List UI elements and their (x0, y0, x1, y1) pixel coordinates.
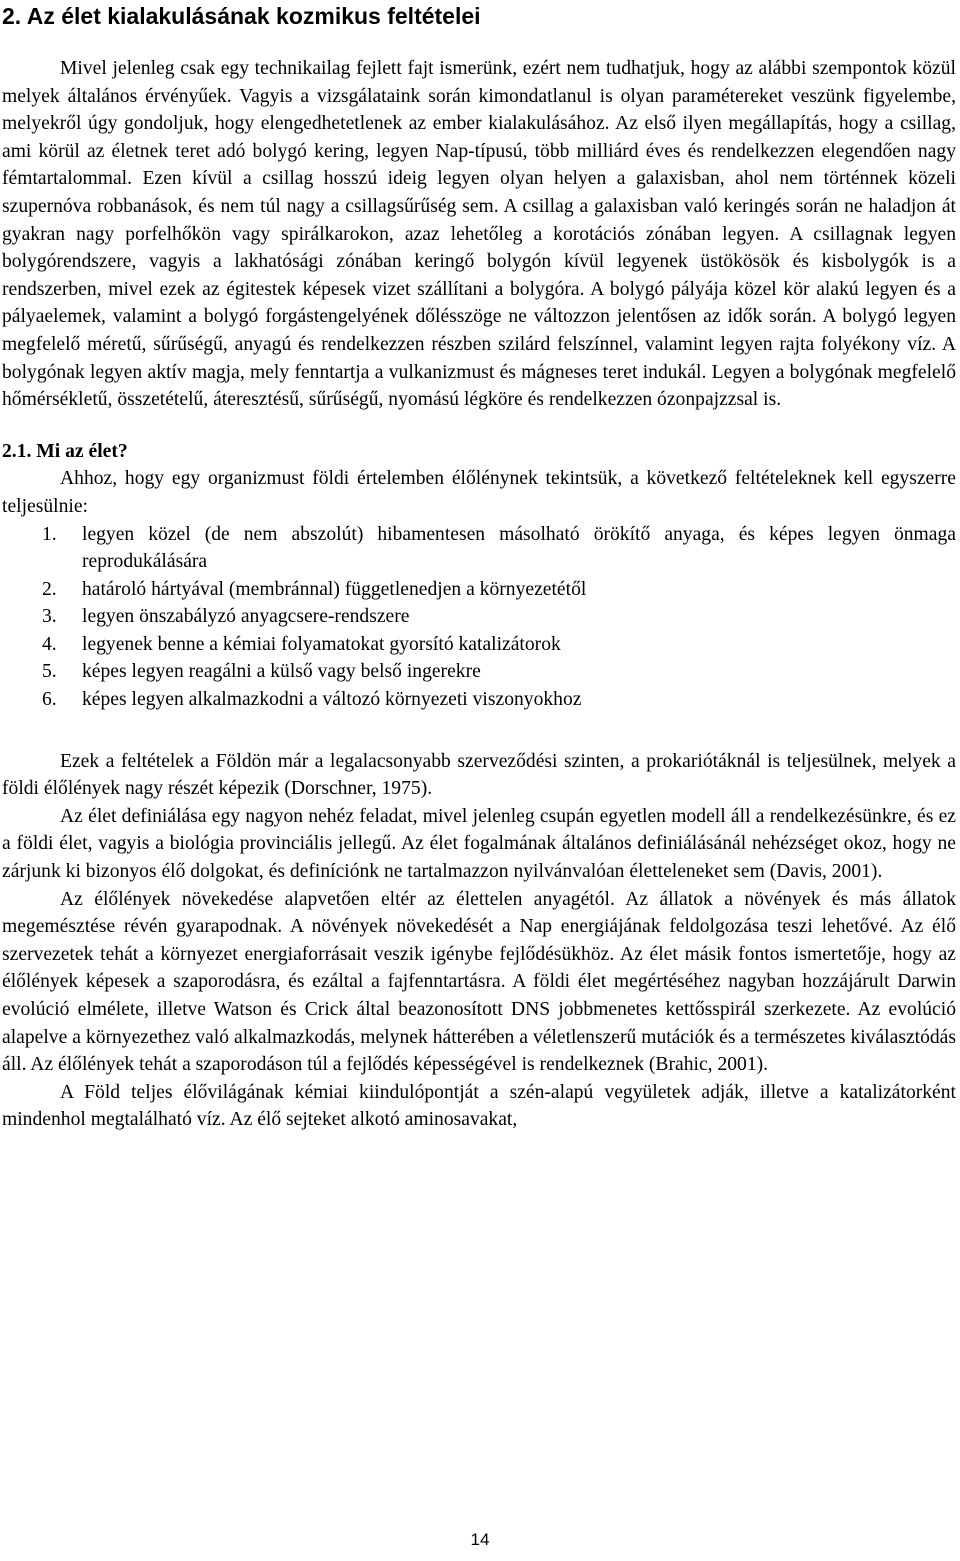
list-text: legyen önszabályzó anyagcsere-rendszere (82, 606, 410, 628)
list-number: 5. (42, 661, 57, 683)
subsection-heading: 2.1. Mi az élet? (2, 440, 128, 462)
list-number: 3. (42, 606, 57, 628)
list-text: legyenek benne a kémiai folyamatokat gyorsító katalizátorok (82, 633, 561, 655)
body-paragraph: Az élet definiálása egy nagyon nehéz feladat, mivel jelenleg csupán egyetlen modell áll a rendelkezésünkre, és ez a földi élet, vagyis a biológia provinciális jellegű. Az élet fogalmának általános definiálásánál nehézséget okoz, hogy ne zárjunk ki bizonyos élő dolgokat, és definíciónk ne tartalmazzon nyilvánvalóan életteleneket sem (Davis, 2001). (2, 805, 956, 883)
list-text: képes legyen alkalmazkodni a változó környezeti viszonyokhoz (82, 689, 582, 711)
body-paragraph: A Föld teljes élővilágának kémiai kiindulópontját a szén-alapú vegyületek adják, illetve a katalizátorként mindenhol megtalálható víz. Az élő sejteket alkotó aminosavakat, (2, 1081, 956, 1131)
body-paragraph: Az élőlények növekedése alapvetően eltér az élettelen anyagétól. Az állatok a növények és más állatok megemésztése révén gyarapodnak. A növények növekedését a Nap energiájának feldolgozása teszi lehetővé. Az élő szervezetek tehát a környezet energiaforrásait veszik igénybe fejlődésükhöz. Az élet másik fontos ismertetője, hogy az élőlények képesek a szaporodásra, és ezáltal a fajfenntartásra. A földi élet megértéséhez nagyban hozzájárult Darwin evolúció elmélete, illetve Watson és Crick által beazonosított DNS jobbmenetes kettősspirál szerkezete. Az evolúció alapelve a környezethez való alkalmazkodás, melynek hátterében a véletlenszerű mutációk és a természetes kiválasztódás áll. Az élőlények tehát a szaporodáson túl a fejlődés képességével is rendelkeznek (Brahic, 2001). (2, 888, 956, 1076)
list-item (2, 631, 956, 659)
list-text: képes legyen reagálni a külső vagy belső ingerekre (82, 661, 481, 683)
list-item (2, 576, 956, 604)
list-text: határoló hártyával (membránnal) függetlenedjen a környezetétől (82, 578, 587, 600)
list-number: 4. (42, 633, 57, 655)
list-item (2, 658, 956, 686)
list-number: 1. (42, 523, 57, 545)
section-heading: 2. Az élet kialakulásának kozmikus feltételei (2, 3, 481, 29)
intro-paragraph: Mivel jelenleg csak egy technikailag fejlett fajt ismerünk, ezért nem tudhatjuk, hogy az alábbi szempontok közül melyek általános érvényűek. Vagyis a vizsgálataink során kimondatlanul is olyan paramétereket veszünk figyelembe, melyekről úgy gondoljuk, hogy elengedhetetlenek az ember kialakulásához. Az első ilyen megállapítás, hogy a csillag, ami körül az életnek teret adó bolygó kering, legyen Nap-típusú, több milliárd éves és rendelkezzen elegendően nagy fémtartalommal. Ezen kívül a csillag hosszú ideig legyen olyan helyen a galaxisban, ahol nem történnek közeli szupernóva robbanások, és nem túl nagy a csillagsűrűség sem. A csillag a galaxisban való keringés során ne haladjon át gyakran nagy porfelhőkön vagy spirálkarokon, azaz lehetőleg a korotációs zónában legyen. A csillagnak legyen bolygórendszere, vagyis a lakhatósági zónában keringő bolygón kívül legyenek üstökösök és kisbolygók is a rendszerben, mivel ezek az égitestek képesek vizet szállítani a bolygóra. A bolygó pályája közel kör alakú legyen és a pályaelemek, valamint a bolygó forgástengelyének dőlésszöge ne változzon jelentősen az idők során. A bolygó legyen megfelelő méretű, sűrűségű, anyagú és rendelkezzen részben szilárd felszínnel, valamint legyen rajta folyékony víz. A bolygónak legyen aktív magja, mely fenntartja a vulkanizmust és mágneses teret indukál. Legyen a bolygónak megfelelő hőmérsékletű, összetételű, áteresztésű, sűrűségű, nyomású légköre és rendelkezzen ózonpajzzsal is. (2, 58, 956, 411)
list-text: legyen közel (de nem abszolút) hibamentesen másolható örökítő anyaga, és képes legyen önmaga reprodukálására (82, 523, 956, 573)
conditions-list (2, 521, 956, 714)
list-item (2, 521, 956, 576)
list-item (2, 686, 956, 714)
body-paragraph: Ezek a feltételek a Földön már a legalacsonyabb szerveződési szinten, a prokariótáknál is teljesülnek, melyek a földi élőlények nagy részét képezik (Dorschner, 1975). (2, 750, 956, 800)
page-number: 14 (470, 1530, 490, 1549)
list-intro: Ahhoz, hogy egy organizmust földi értelemben élőlénynek tekintsük, a következő feltételeknek kell egyszerre teljesülnie: (2, 468, 956, 517)
list-number: 2. (42, 578, 57, 600)
list-item (2, 603, 956, 631)
list-number: 6. (42, 689, 57, 711)
